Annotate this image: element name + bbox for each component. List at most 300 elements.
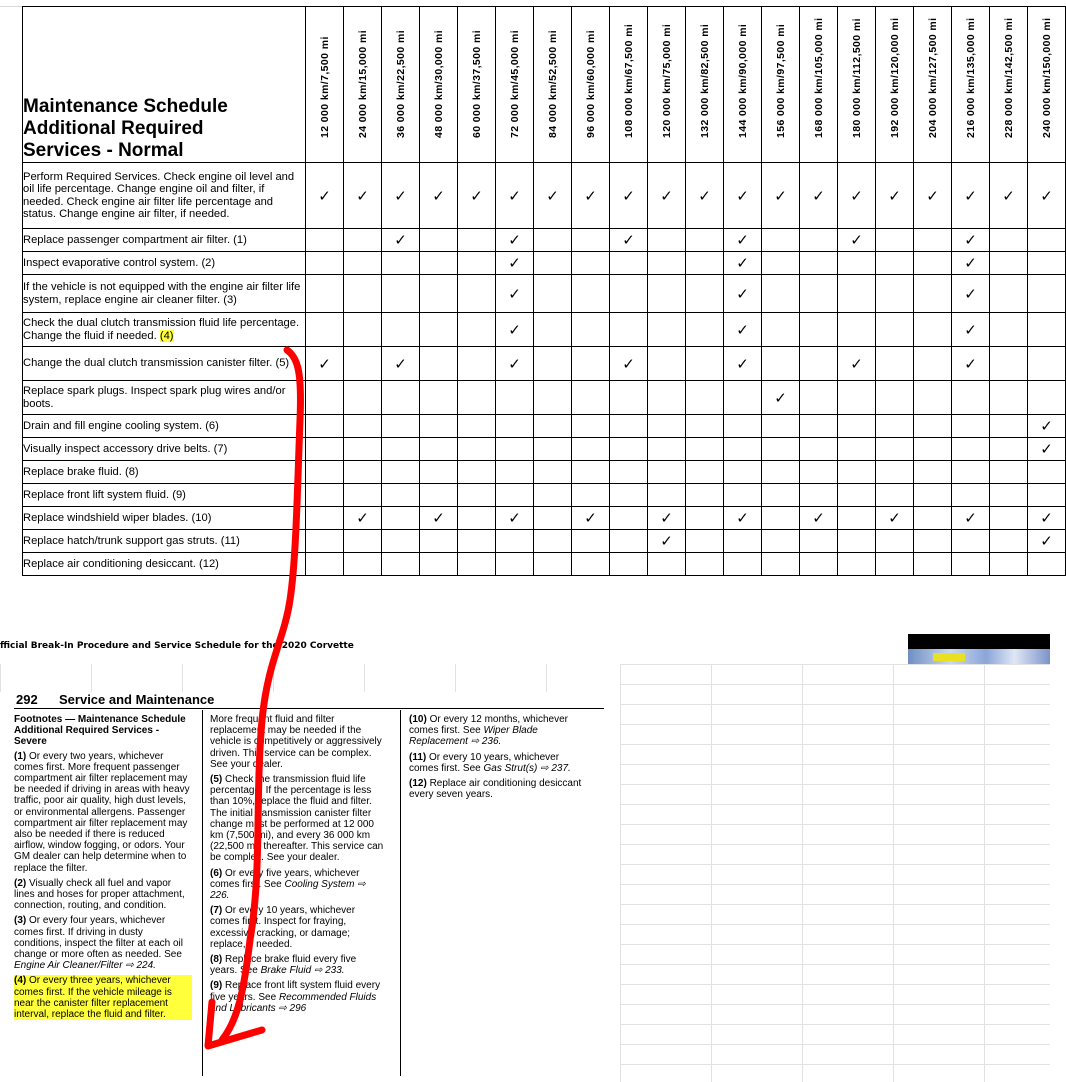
interval-label: 24 000 km/15,000 mi [356,29,369,138]
schedule-cell [990,313,1028,347]
footnote-number: (12) [409,778,427,790]
schedule-cell [610,229,648,252]
page-header [14,692,604,709]
schedule-cell [610,347,648,381]
service-cell [23,507,306,530]
schedule-cell [762,461,800,484]
interval-label: 60 000 km/37,500 mi [470,29,483,138]
schedule-cell [610,275,648,313]
schedule-cell [458,163,496,229]
interval-label: 240 000 km/150,000 mi [1040,17,1053,138]
schedule-cell [306,484,344,507]
check-mark: ✓ [356,509,369,527]
schedule-cell [762,275,800,313]
check-mark: ✓ [1040,532,1053,550]
interval-label: 120 000 km/75,000 mi [660,23,673,138]
interval-header [344,7,382,163]
footnote [409,752,589,774]
footnote-text: Or every five years, whichever comes first. See [210,867,360,890]
schedule-cell [876,530,914,553]
check-mark: ✓ [850,354,863,373]
interval-header [648,7,686,163]
check-mark: ✓ [356,186,369,205]
thumbnail-image [908,634,1050,664]
table-title-line: Additional Required [23,118,204,139]
schedule-cell [382,252,420,275]
schedule-cell [610,507,648,530]
interval-header [534,7,572,163]
schedule-cell [648,530,686,553]
footnote [210,954,386,976]
footnote [210,980,386,1014]
schedule-cell [458,438,496,461]
schedule-cell [838,381,876,415]
schedule-cell [1028,275,1066,313]
schedule-cell [344,252,382,275]
footnote-reference: Recommended Fluids and Lubricants ⇨ 296 [210,991,377,1014]
schedule-cell [382,484,420,507]
schedule-cell [914,381,952,415]
schedule-cell [762,381,800,415]
schedule-cell [686,415,724,438]
schedule-cell [458,252,496,275]
schedule-cell [382,438,420,461]
check-mark: ✓ [394,231,407,249]
service-cell [23,347,306,381]
column-divider [202,710,203,1076]
check-mark: ✓ [1040,417,1053,435]
schedule-cell [648,438,686,461]
service-cell [23,484,306,507]
schedule-cell [990,229,1028,252]
table-body [23,163,1066,576]
service-text: Replace hatch/trunk support gas struts. (11) [23,534,240,547]
schedule-cell [458,553,496,576]
service-cell [23,275,306,313]
schedule-cell [648,484,686,507]
schedule-cell [800,507,838,530]
column-divider [400,710,401,1076]
schedule-cell [496,163,534,229]
schedule-cell [686,163,724,229]
schedule-cell [648,313,686,347]
schedule-cell [306,381,344,415]
table-header-row [23,7,1066,163]
footnote-reference: Cooling System ⇨ 226. [210,878,366,902]
schedule-cell [534,347,572,381]
table-row [23,229,1066,252]
service-text: Perform Required Services. Check engine oil level and oil life percentage. Change engine oil and filter, if needed. Check engine air filter life percentage and status. Change engine air filter, if needed. [23,170,295,220]
schedule-cell [534,163,572,229]
schedule-cell [914,553,952,576]
service-cell [23,461,306,484]
check-mark: ✓ [432,509,445,527]
schedule-cell [420,415,458,438]
footnote-text: Or every four years, whichever comes first. If driving in dusty conditions, inspect the filter at each oil change or more often as needed. See [14,915,183,961]
schedule-cell [952,415,990,438]
check-mark: ✓ [508,320,521,339]
schedule-cell [344,530,382,553]
schedule-cell [534,381,572,415]
service-text: Replace brake fluid. (8) [23,465,139,478]
footnote-number: (4) [14,975,27,987]
check-mark: ✓ [584,509,597,527]
schedule-cell [382,381,420,415]
table-row [23,438,1066,461]
schedule-cell [686,347,724,381]
schedule-cell [420,553,458,576]
footnote-number: (11) [409,751,427,763]
check-mark: ✓ [736,186,749,205]
schedule-cell [344,163,382,229]
schedule-cell [762,530,800,553]
footnote [14,975,192,1020]
interval-label: 216 000 km/135,000 mi [964,17,977,138]
check-mark: ✓ [432,186,445,205]
schedule-cell [572,507,610,530]
footnote [210,868,386,902]
schedule-cell [876,415,914,438]
check-mark: ✓ [736,284,749,303]
check-mark: ✓ [508,254,521,272]
schedule-cell [800,229,838,252]
schedule-cell [724,313,762,347]
schedule-cell [648,461,686,484]
schedule-cell [952,347,990,381]
schedule-cell [724,252,762,275]
footnote [14,915,192,971]
schedule-cell [724,275,762,313]
footnote [210,774,386,864]
schedule-cell [306,163,344,229]
schedule-cell [344,553,382,576]
schedule-cell [838,507,876,530]
schedule-cell [686,553,724,576]
interval-label: 48 000 km/30,000 mi [432,29,445,138]
schedule-cell [838,229,876,252]
schedule-cell [534,229,572,252]
service-text: Drain and fill engine cooling system. (6) [23,419,219,432]
schedule-cell [990,415,1028,438]
interval-header [914,7,952,163]
schedule-cell [1028,415,1066,438]
service-text: If the vehicle is not equipped with the engine air filter life system, replace engine air cleaner filter. (3) [23,281,301,306]
schedule-cell [724,163,762,229]
interval-header [420,7,458,163]
check-mark: ✓ [812,509,825,527]
schedule-cell [838,415,876,438]
footnote-text: Visually check all fuel and vapor lines and hoses for proper attachment, connection, routing, and condition. [14,877,185,912]
schedule-cell [876,275,914,313]
schedule-cell [648,252,686,275]
schedule-cell [496,438,534,461]
schedule-cell [762,252,800,275]
schedule-cell [838,275,876,313]
schedule-cell [534,553,572,576]
schedule-cell [572,275,610,313]
footnote [409,778,589,800]
schedule-cell [686,438,724,461]
schedule-cell [420,229,458,252]
check-mark: ✓ [660,509,673,527]
interval-header [876,7,914,163]
table-title-line: Services - Normal [23,140,184,161]
schedule-cell [724,229,762,252]
schedule-cell [572,484,610,507]
schedule-cell [914,347,952,381]
schedule-cell [990,252,1028,275]
schedule-cell [838,553,876,576]
schedule-cell [800,530,838,553]
table-row [23,553,1066,576]
schedule-cell [496,484,534,507]
schedule-cell [496,347,534,381]
schedule-cell [648,507,686,530]
schedule-cell [800,275,838,313]
schedule-cell [306,313,344,347]
footnote-text: More frequent fluid and filter replacement may be needed if the vehicle is competitively or aggressively driven. This service can be complex. See your dealer. [210,714,382,770]
schedule-cell [952,530,990,553]
footnotes-column-3 [409,714,589,804]
check-mark: ✓ [660,532,673,550]
schedule-cell [724,347,762,381]
table-row [23,313,1066,347]
interval-label: 108 000 km/67,500 mi [622,23,635,138]
schedule-cell [762,313,800,347]
thumbnail-car [933,653,965,661]
schedule-cell [876,381,914,415]
schedule-cell [990,381,1028,415]
footnote-number: (6) [210,867,223,879]
schedule-cell [952,553,990,576]
document-caption: fficial Break-In Procedure and Service Schedule for the 2020 Corvette [0,641,354,651]
schedule-cell [1028,252,1066,275]
schedule-cell [1028,438,1066,461]
check-mark: ✓ [1002,186,1015,205]
schedule-cell [952,229,990,252]
schedule-cell [382,507,420,530]
schedule-cell [420,275,458,313]
schedule-cell [496,381,534,415]
check-mark: ✓ [736,354,749,373]
schedule-cell [458,484,496,507]
check-mark: ✓ [394,186,407,205]
schedule-cell [762,347,800,381]
schedule-cell [686,381,724,415]
check-mark: ✓ [964,284,977,303]
schedule-cell [458,507,496,530]
schedule-cell [990,553,1028,576]
schedule-cell [648,163,686,229]
interval-label: 156 000 km/97,500 mi [774,23,787,138]
check-mark: ✓ [660,186,673,205]
footnote-text: Replace front lift system fluid every five years. See [210,980,381,1003]
schedule-cell [610,438,648,461]
check-mark: ✓ [508,354,521,373]
schedule-cell [800,347,838,381]
service-cell [23,553,306,576]
schedule-cell [724,381,762,415]
check-mark: ✓ [508,231,521,249]
schedule-cell [306,461,344,484]
schedule-cell [458,461,496,484]
check-mark: ✓ [508,284,521,303]
schedule-cell [344,461,382,484]
schedule-cell [686,229,724,252]
service-cell [23,415,306,438]
schedule-cell [306,252,344,275]
schedule-cell [1028,163,1066,229]
schedule-cell [382,461,420,484]
schedule-cell [458,415,496,438]
interval-header [686,7,724,163]
interval-header [572,7,610,163]
interval-label: 12 000 km/7,500 mi [318,36,331,138]
schedule-cell [914,313,952,347]
footnote-reference: Brake Fluid ⇨ 233. [260,965,345,977]
footnote-text: Or every 10 years, whichever comes first. Inspect for fraying, excessive cracking, or damage; replace, if needed. [210,905,356,950]
schedule-cell [838,313,876,347]
service-cell [23,438,306,461]
check-mark: ✓ [736,254,749,272]
footnote-reference: Gas Strut(s) ⇨ 237. [483,762,571,774]
schedule-cell [534,275,572,313]
schedule-cell [914,275,952,313]
schedule-cell [990,507,1028,530]
service-text: Replace spark plugs. Inspect spark plug wires and/or boots. [23,385,286,410]
schedule-cell [306,438,344,461]
schedule-cell [458,313,496,347]
table-row [23,461,1066,484]
service-text: Visually inspect accessory drive belts. (7) [23,442,228,455]
check-mark: ✓ [926,186,939,205]
schedule-cell [420,381,458,415]
interval-header [382,7,420,163]
schedule-cell [686,484,724,507]
schedule-cell [952,252,990,275]
schedule-cell [306,229,344,252]
schedule-cell [610,163,648,229]
check-mark: ✓ [964,509,977,527]
schedule-cell [496,229,534,252]
interval-label: 180 000 km/112,500 mi [850,18,863,138]
schedule-cell [876,507,914,530]
check-mark: ✓ [508,509,521,527]
check-mark: ✓ [318,186,331,205]
schedule-cell [1028,484,1066,507]
schedule-cell [914,507,952,530]
interval-label: 84 000 km/52,500 mi [546,29,559,138]
schedule-cell [382,530,420,553]
schedule-cell [610,461,648,484]
footnote-number: (2) [14,877,27,889]
check-mark: ✓ [736,231,749,249]
schedule-cell [990,461,1028,484]
interval-label: 96 000 km/60,000 mi [584,29,597,138]
footnote-text: Check the transmission fluid life percentage. If the percentage is less than 10%, replace the fluid and filter. The initial transmission canister filter change must be performed at 12 000 km (7,500 mi), and every 36 000 km (22,500 mi) thereafter. This service can be complex. See your dealer. [210,774,384,864]
interval-header [610,7,648,163]
check-mark: ✓ [1040,186,1053,205]
check-mark: ✓ [698,186,711,205]
schedule-cell [382,347,420,381]
check-mark: ✓ [1040,440,1053,458]
schedule-cell [534,415,572,438]
schedule-cell [914,438,952,461]
footnotes-heading: Footnotes — Maintenance Schedule Additional Required Services - Severe [14,714,186,748]
service-cell [23,163,306,229]
schedule-cell [876,484,914,507]
schedule-cell [952,438,990,461]
check-mark: ✓ [964,354,977,373]
schedule-cell [382,313,420,347]
schedule-cell [572,530,610,553]
schedule-cell [952,381,990,415]
interval-header [496,7,534,163]
footnote-number: (1) [14,750,27,762]
check-mark: ✓ [622,231,635,249]
schedule-cell [914,461,952,484]
footnote-text: Replace brake fluid every five years. See [210,954,357,977]
schedule-cell [344,438,382,461]
check-mark: ✓ [774,186,787,205]
footnotes-column-1 [14,714,192,1024]
schedule-cell [344,381,382,415]
schedule-cell [724,553,762,576]
schedule-cell [420,461,458,484]
schedule-cell [496,461,534,484]
footnote-number: (9) [210,980,223,992]
footnote-text: Or every 12 months, whichever comes first. See [409,714,568,737]
schedule-cell [914,484,952,507]
check-mark: ✓ [394,354,407,373]
page-number: 292 [16,692,38,707]
interval-label: 132 000 km/82,500 mi [698,23,711,138]
schedule-cell [610,381,648,415]
schedule-cell [382,415,420,438]
schedule-cell [382,163,420,229]
schedule-cell [610,313,648,347]
service-text: Check the dual clutch transmission fluid life percentage. Change the fluid if needed. [23,317,300,342]
schedule-cell [1028,381,1066,415]
interval-label: 192 000 km/120,000 mi [888,17,901,138]
schedule-cell [838,438,876,461]
schedule-cell [458,530,496,553]
check-mark: ✓ [850,231,863,249]
schedule-cell [952,461,990,484]
interval-header [762,7,800,163]
check-mark: ✓ [622,354,635,373]
schedule-cell [610,484,648,507]
table-row [23,530,1066,553]
check-mark: ✓ [508,186,521,205]
interval-label: 144 000 km/90,000 mi [736,23,749,138]
schedule-cell [306,415,344,438]
schedule-cell [762,438,800,461]
schedule-cell [952,313,990,347]
schedule-cell [572,381,610,415]
schedule-cell [876,313,914,347]
schedule-cell [572,553,610,576]
schedule-cell [1028,347,1066,381]
schedule-cell [572,163,610,229]
schedule-cell [572,461,610,484]
footnote-reference: Engine Air Cleaner/Filter ⇨ 224. [14,960,156,972]
schedule-cell [344,229,382,252]
schedule-cell [686,461,724,484]
schedule-cell [914,530,952,553]
interval-header [458,7,496,163]
schedule-cell [876,347,914,381]
